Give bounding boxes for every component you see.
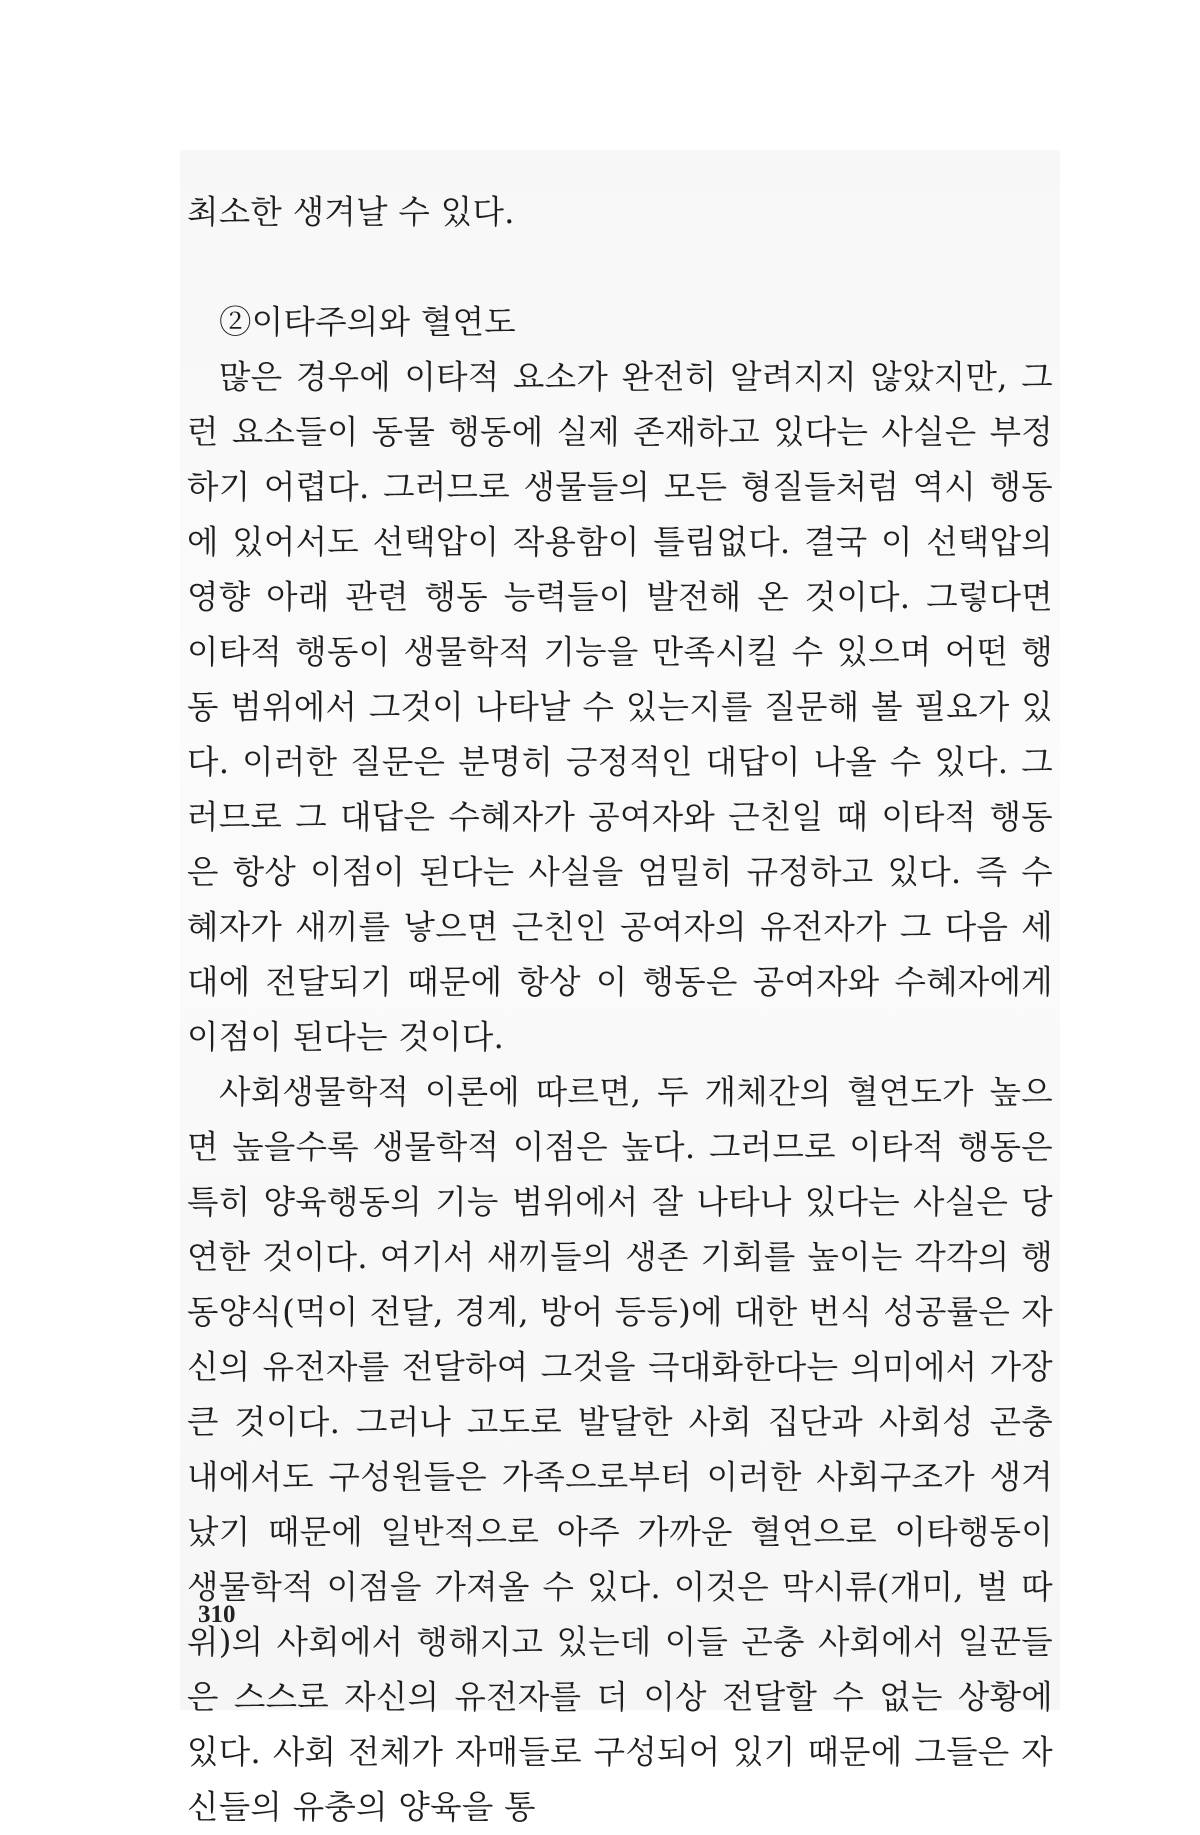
body-text xyxy=(187,185,1053,1835)
section-heading: ②이타주의와 혈연도 xyxy=(219,303,516,341)
continued-sentence: 최소한 생겨날 수 있다. xyxy=(187,193,515,231)
paragraph-2: 사회생물학적 이론에 따르면, 두 개체간의 혈연도가 높으면 높을수록 생물학적 이점은 높다. 그러므로 이타적 행동은 특히 양육행동의 기능 범위에서 잘 나타나 있다는 사실은 당연한 것이다. 여기서 새끼들의 생존 기회를 높이는 각각의 행동양식(먹이 전달, 경계, 방어 등등)에 대한 번식 성공률은 자신의 유전자를 전달하여 그것을 극대화한다는 의미에서 가장 큰 것이다. 그러나 고도로 발달한 사회 집단과 사회성 곤충 내에서도 구성원들은 가족으로부터 이러한 사회구조가 생겨났기 때문에 일반적으로 아주 가까운 혈연으로 이타행동이 생물학적 이점을 가져올 수 있다. 이것은 막시류(개미, 벌 따위)의 사회에서 행해지고 있는데 이들 곤충 사회에서 일꾼들은 스스로 자신의 유전자를 더 이상 전달할 수 없는 상황에 있다. 사회 전체가 자매들로 구성되어 있기 때문에 그들은 자신들의 유충의 양육을 통 xyxy=(187,1073,1053,1826)
page-number: 310 xyxy=(198,1601,236,1628)
paragraph-1: 많은 경우에 이타적 요소가 완전히 알려지지 않았지만, 그런 요소들이 동물 행동에 실제 존재하고 있다는 사실은 부정하기 어렵다. 그러므로 생물들의 모든 형질들처럼 역시 행동에 있어서도 선택압이 작용함이 틀림없다. 결국 이 선택압의 영향 아래 관련 행동 능력들이 발전해 온 것이다. 그렇다면 이타적 행동이 생물학적 기능을 만족시킬 수 있으며 어떤 행동 범위에서 그것이 나타날 수 있는지를 질문해 볼 필요가 있다. 이러한 질문은 분명히 긍정적인 대답이 나올 수 있다. 그러므로 그 대답은 수혜자가 공여자와 근친일 때 이타적 행동은 항상 이점이 된다는 사실을 엄밀히 규정하고 있다. 즉 수혜자가 새끼를 낳으면 근친인 공여자의 유전자가 그 다음 세대에 전달되기 때문에 항상 이 행동은 공여자와 수혜자에게 이점이 된다는 것이다. xyxy=(187,358,1053,1056)
